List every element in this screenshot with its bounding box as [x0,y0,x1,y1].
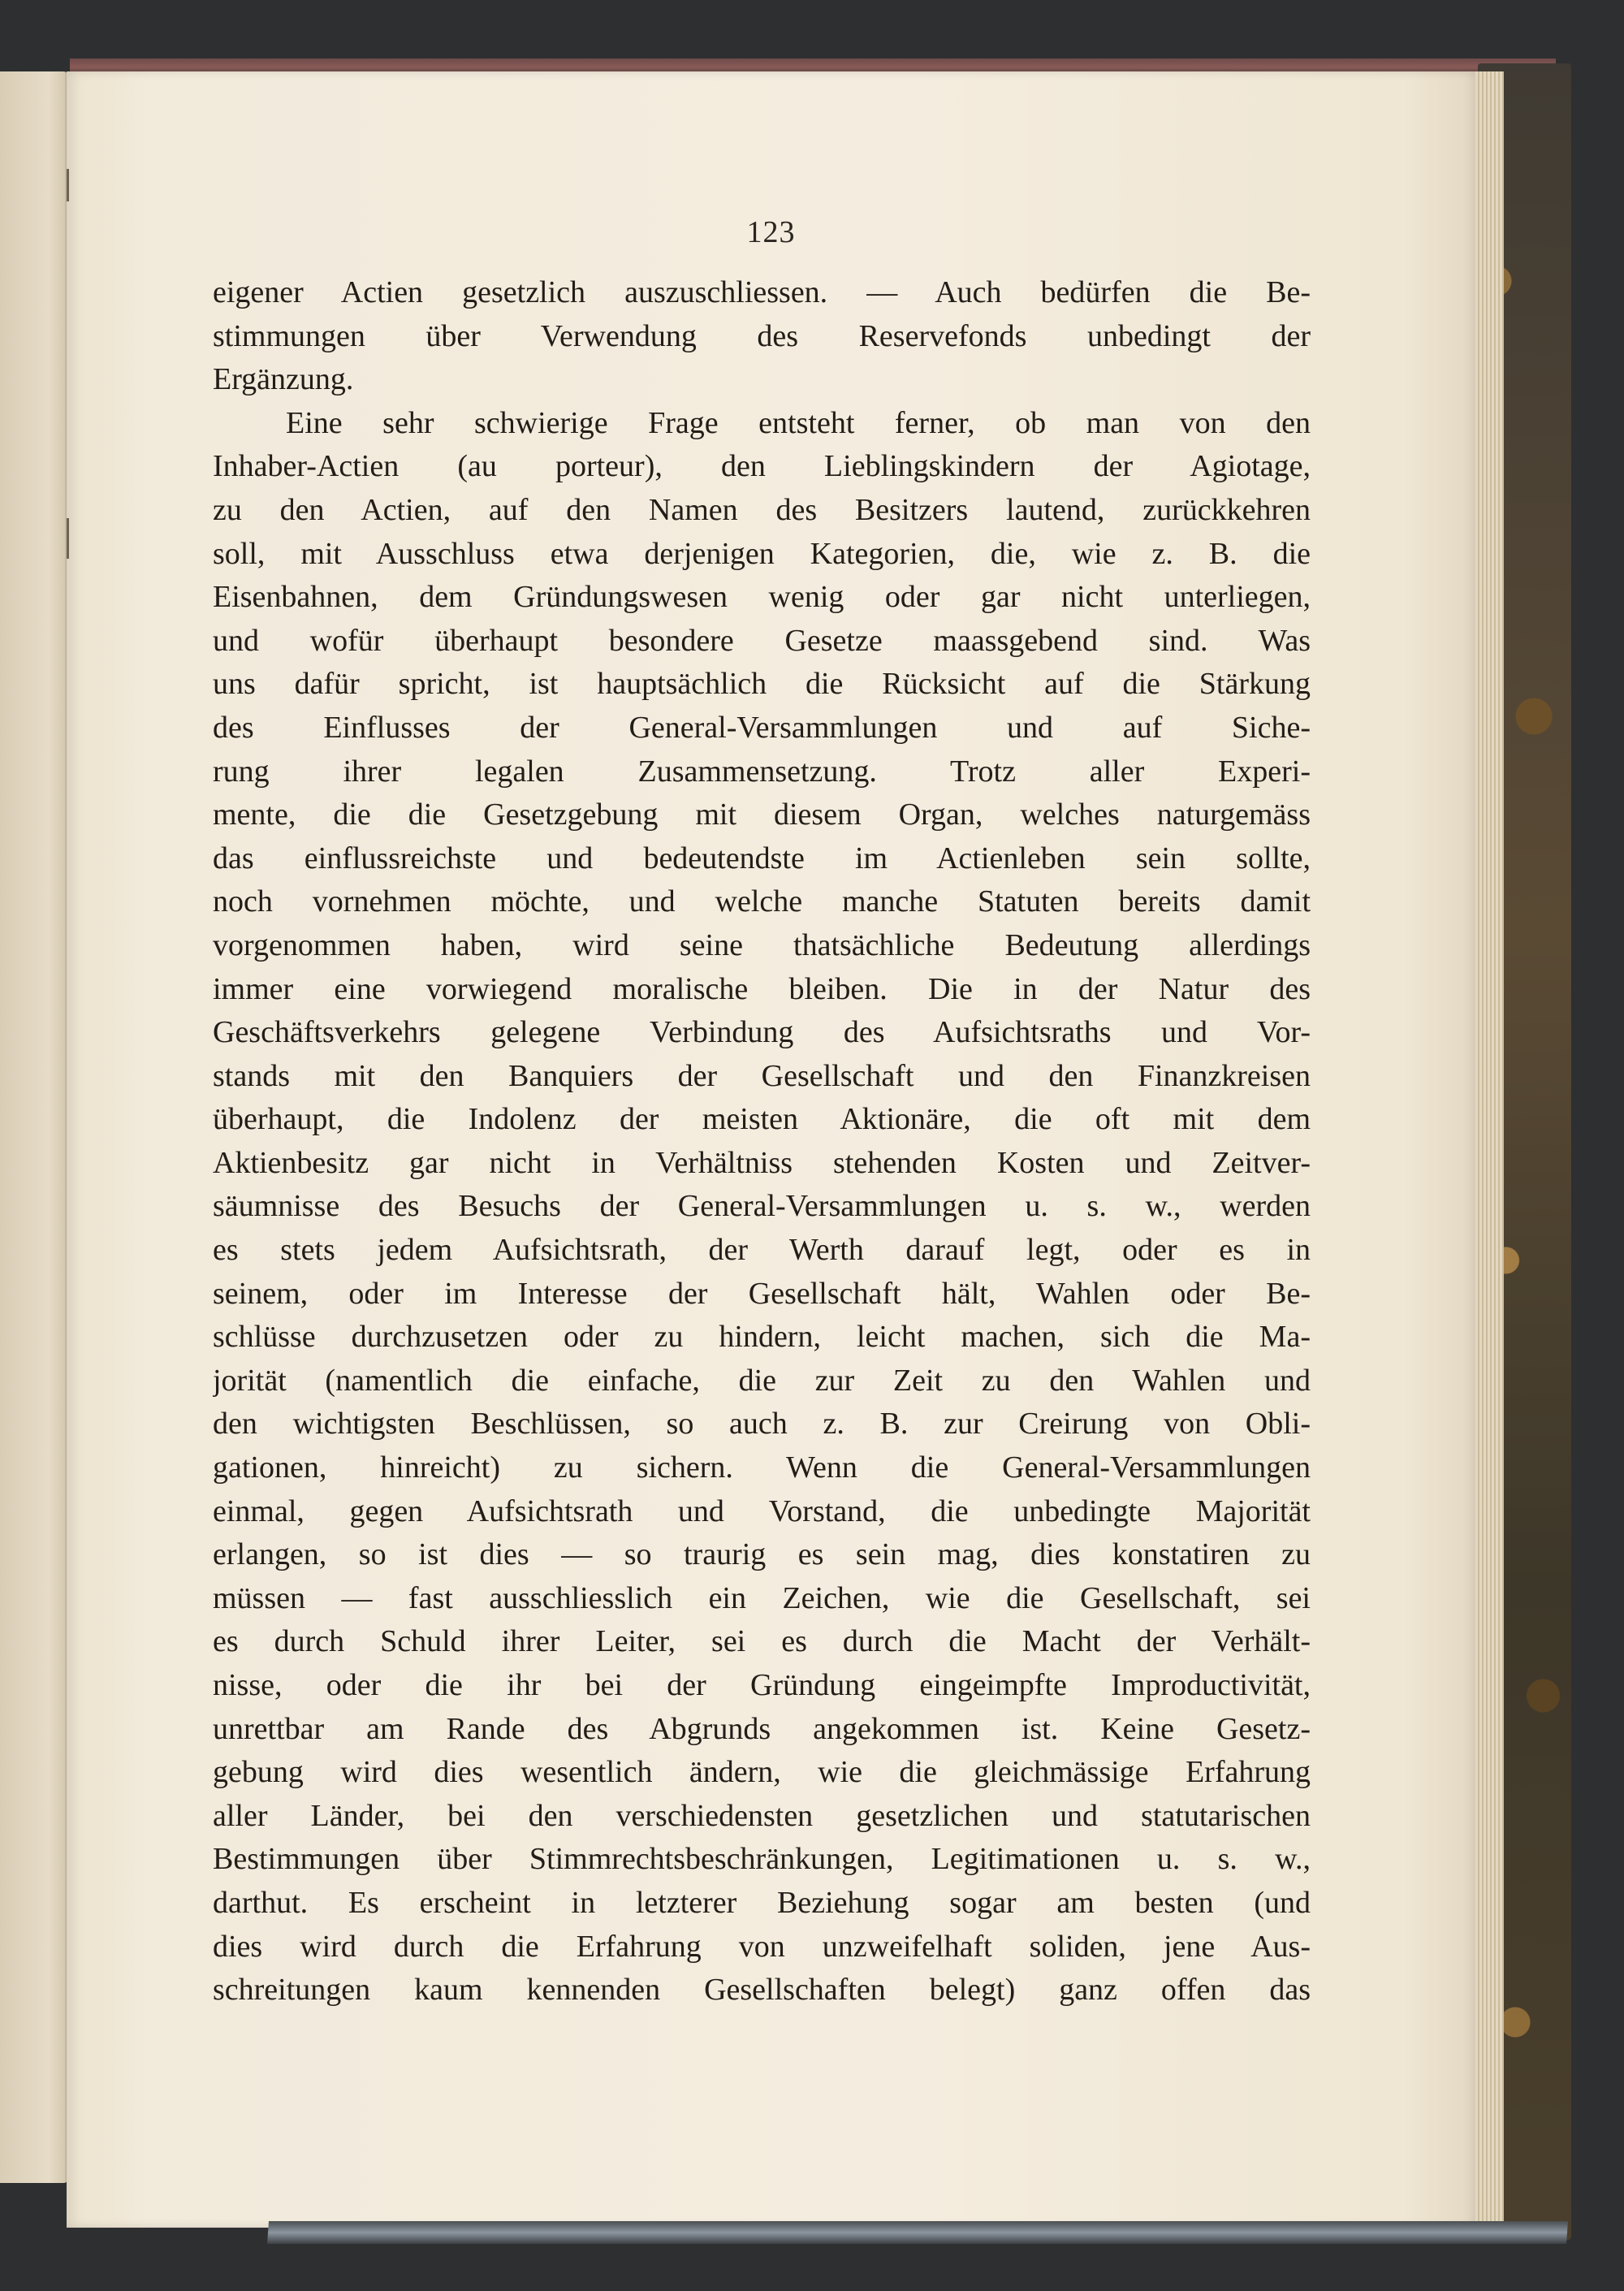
text-line: nisse, oder die ihr bei der Gründung eingeimpfte Improductivität, [213,1668,1311,1702]
text-line: seinem, oder im Interesse der Gesellschaft hält, Wahlen oder Be- [213,1276,1311,1311]
text-line: Geschäftsverkehrs gelegene Verbindung des Aufsichtsraths und Vor- [213,1015,1311,1050]
text-line: immer eine vorwiegend moralische bleiben. Die in der Natur des [213,971,1311,1006]
text-line: soll, mit Ausschluss etwa derjenigen Kategorien, die, wie z. B. die [213,536,1311,571]
text-line: säumnisse des Besuchs der General-Versammlungen u. s. w., werden [213,1189,1311,1224]
text-line: dies wird durch die Erfahrung von unzweifelhaft soliden, jene Aus- [213,1929,1311,1964]
text-line: gationen, hinreicht) zu sichern. Wenn die General-Versammlungen [213,1450,1311,1485]
page-number: 123 [746,215,796,249]
text-line: uns dafür spricht, ist hauptsächlich die Rücksicht auf die Stärkung [213,667,1311,702]
body-text [213,271,1311,2012]
text-line: Ergänzung. [213,362,354,397]
text-line: des Einflusses der General-Versammlungen und auf Siche- [213,710,1311,745]
text-line: Aktienbesitz gar nicht in Verhältniss stehenden Kosten und Zeitver- [213,1145,1311,1180]
text-line: rung ihrer legalen Zusammensetzung. Trotz aller Experi- [213,754,1311,789]
book-page [67,71,1475,2228]
text-line: schreitungen kaum kennenden Gesellschaften belegt) ganz offen das [213,1973,1311,2008]
text-line: stimmungen über Verwendung des Reservefonds unbedingt der [213,318,1311,353]
text-line: zu den Actien, auf den Namen des Besitzers lautend, zurückkehren [213,492,1311,527]
text-line: es durch Schuld ihrer Leiter, sei es durch die Macht der Verhält- [213,1624,1311,1659]
text-line: gebung wird dies wesentlich ändern, wie die gleichmässige Erfahrung [213,1755,1311,1790]
text-line: und wofür überhaupt besondere Gesetze maassgebend sind. Was [213,623,1311,658]
text-line: noch vornehmen möchte, und welche manche Statuten bereits damit [213,884,1311,919]
page-stack-edge [1471,71,1504,2232]
text-line: jorität (namentlich die einfache, die zur Zeit zu den Wahlen und [213,1363,1311,1398]
text-line: das einflussreichste und bedeutendste im Actienleben sein sollte, [213,841,1311,875]
text-line: mente, die die Gesetzgebung mit diesem Organ, welches naturgemäss [213,798,1311,832]
text-line: Eisenbahnen, dem Gründungswesen wenig oder gar nicht unterliegen, [213,580,1311,615]
text-line: Inhaber-Actien (au porteur), den Lieblingskindern der Agiotage, [213,449,1311,484]
text-line: stands mit den Banquiers der Gesellschaft und den Finanzkreisen [213,1058,1311,1093]
book-bottom-edge [267,2221,1568,2244]
margin-mark [67,518,69,559]
margin-mark [67,169,69,201]
text-line: es stets jedem Aufsichtsrath, der Werth darauf legt, oder es in [213,1233,1311,1268]
text-line: unrettbar am Rande des Abgrunds angekommen ist. Keine Gesetz- [213,1711,1311,1746]
text-line: darthut. Es erscheint in letzterer Beziehung sogar am besten (und [213,1885,1311,1920]
text-line: den wichtigsten Beschlüssen, so auch z. B. zur Creirung von Obli- [213,1407,1311,1442]
text-line: einmal, gegen Aufsichtsrath und Vorstand, die unbedingte Majorität [213,1493,1311,1528]
text-line: Bestimmungen über Stimmrechtsbeschränkungen, Legitimationen u. s. w., [213,1842,1311,1877]
text-line: vorgenommen haben, wird seine thatsächliche Bedeutung allerdings [213,927,1311,962]
facing-page-edge [0,71,70,2183]
text-line: schlüsse durchzusetzen oder zu hindern, leicht machen, sich die Ma- [213,1320,1311,1355]
text-line: aller Länder, bei den verschiedensten gesetzlichen und statutarischen [213,1798,1311,1833]
text-line: erlangen, so ist dies — so traurig es sein mag, dies konstatiren zu [213,1537,1311,1572]
text-line: Eine sehr schwierige Frage entsteht ferner, ob man von den [286,405,1311,440]
text-line: müssen — fast ausschliesslich ein Zeichen, wie die Gesellschaft, sei [213,1580,1311,1615]
text-line: eigener Actien gesetzlich auszuschliessen. — Auch bedürfen die Be- [213,275,1311,309]
text-line: überhaupt, die Indolenz der meisten Aktionäre, die oft mit dem [213,1102,1311,1137]
